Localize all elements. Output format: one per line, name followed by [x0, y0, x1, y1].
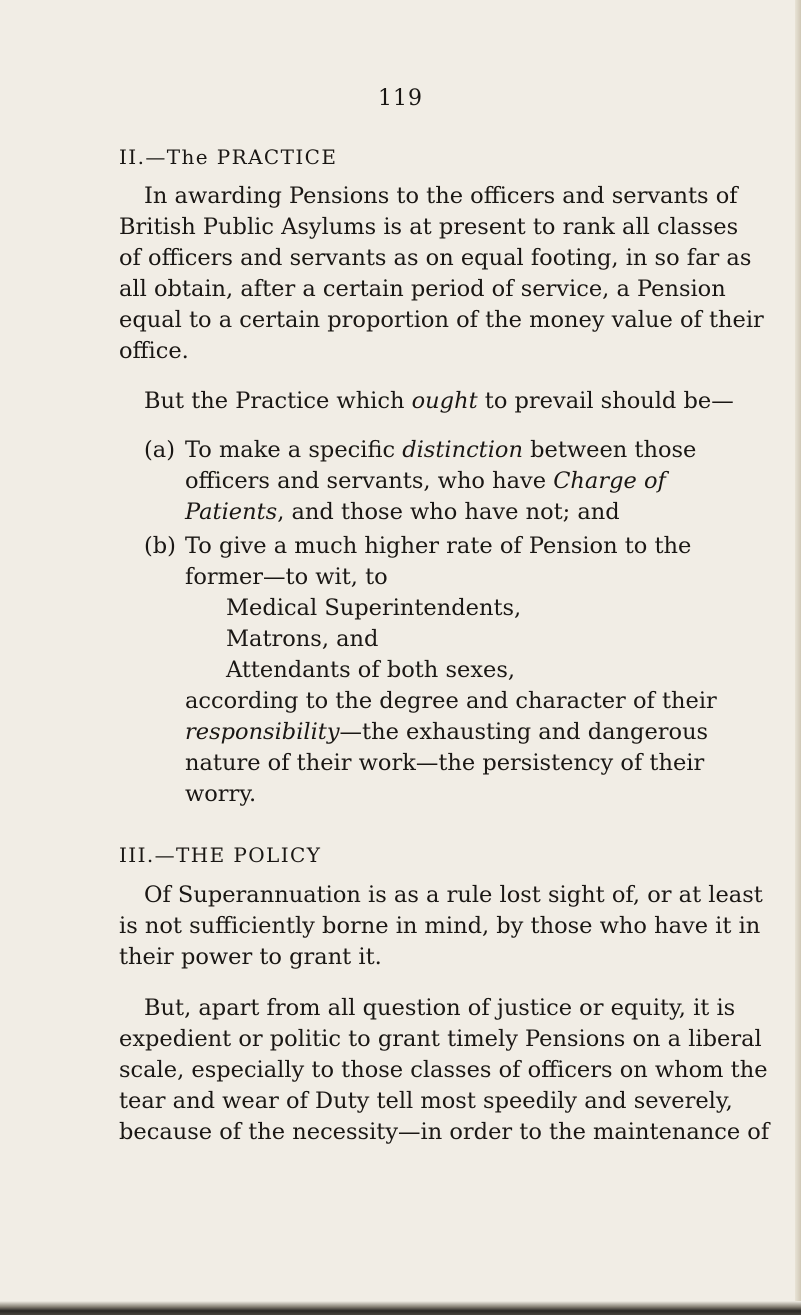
text-line: nature of their work—the persistency of their	[185, 750, 705, 776]
list-item-b	[144, 531, 715, 810]
text-line: To give a much higher rate of Pension to the	[185, 533, 692, 559]
text-line: because of the necessity—in order to the maintenance of	[119, 1119, 770, 1145]
practice-paragraph-2	[119, 386, 734, 417]
list-marker: (b)	[144, 533, 176, 559]
text-line: expedient or politic to grant timely Pensions on a liberal	[119, 1026, 762, 1052]
section-heading-policy: III.—THE POLICY	[119, 843, 322, 867]
text-line: their power to grant it.	[119, 944, 382, 970]
sub-list-item: Medical Superintendents,	[226, 595, 522, 621]
text-line: is not sufficiently borne in mind, by those who have it in	[119, 913, 761, 939]
policy-paragraph-1	[119, 880, 763, 973]
text-line: former—to wit, to	[185, 564, 388, 590]
page-bottom-edge	[0, 1301, 801, 1315]
sub-list-item: Attendants of both sexes,	[226, 657, 516, 683]
page-number: 119	[378, 86, 423, 111]
text-line: British Public Asylums is at present to rank all classes	[119, 214, 739, 240]
text-line: Of Superannuation is as a rule lost sight of, or at least	[144, 882, 763, 908]
page-edge-shadow	[795, 0, 801, 1315]
text-line: In awarding Pensions to the officers and servants of	[144, 183, 738, 209]
sub-list-item: Matrons, and	[226, 626, 379, 652]
text-line: tear and wear of Duty tell most speedily and severely,	[119, 1088, 733, 1114]
text-line: responsibility—the exhausting and dangerous	[185, 719, 709, 745]
text-line: officers and servants, who have Charge of	[185, 468, 666, 494]
practice-paragraph-1	[119, 181, 764, 367]
text-line: worry.	[185, 781, 257, 807]
text-line: scale, especially to those classes of officers on whom the	[119, 1057, 768, 1083]
text-line: But, apart from all question of justice or equity, it is	[144, 995, 736, 1021]
list-item-a	[144, 435, 715, 528]
list-marker: (a)	[144, 437, 175, 463]
text-line: equal to a certain proportion of the money value of their	[119, 307, 764, 333]
text-line: To make a specific distinction between those	[185, 437, 697, 463]
text-line: according to the degree and character of their	[185, 688, 717, 714]
text-line: Patients, and those who have not; and	[185, 499, 620, 525]
text-line: all obtain, after a certain period of service, a Pension	[119, 276, 726, 302]
text-line: But the Practice which ought to prevail should be—	[144, 388, 734, 414]
section-heading-practice: II.—The PRACTICE	[119, 145, 338, 169]
policy-paragraph-2	[119, 993, 770, 1148]
text-line: of officers and servants as on equal footing, in so far as	[119, 245, 752, 271]
text-line: office.	[119, 338, 189, 364]
